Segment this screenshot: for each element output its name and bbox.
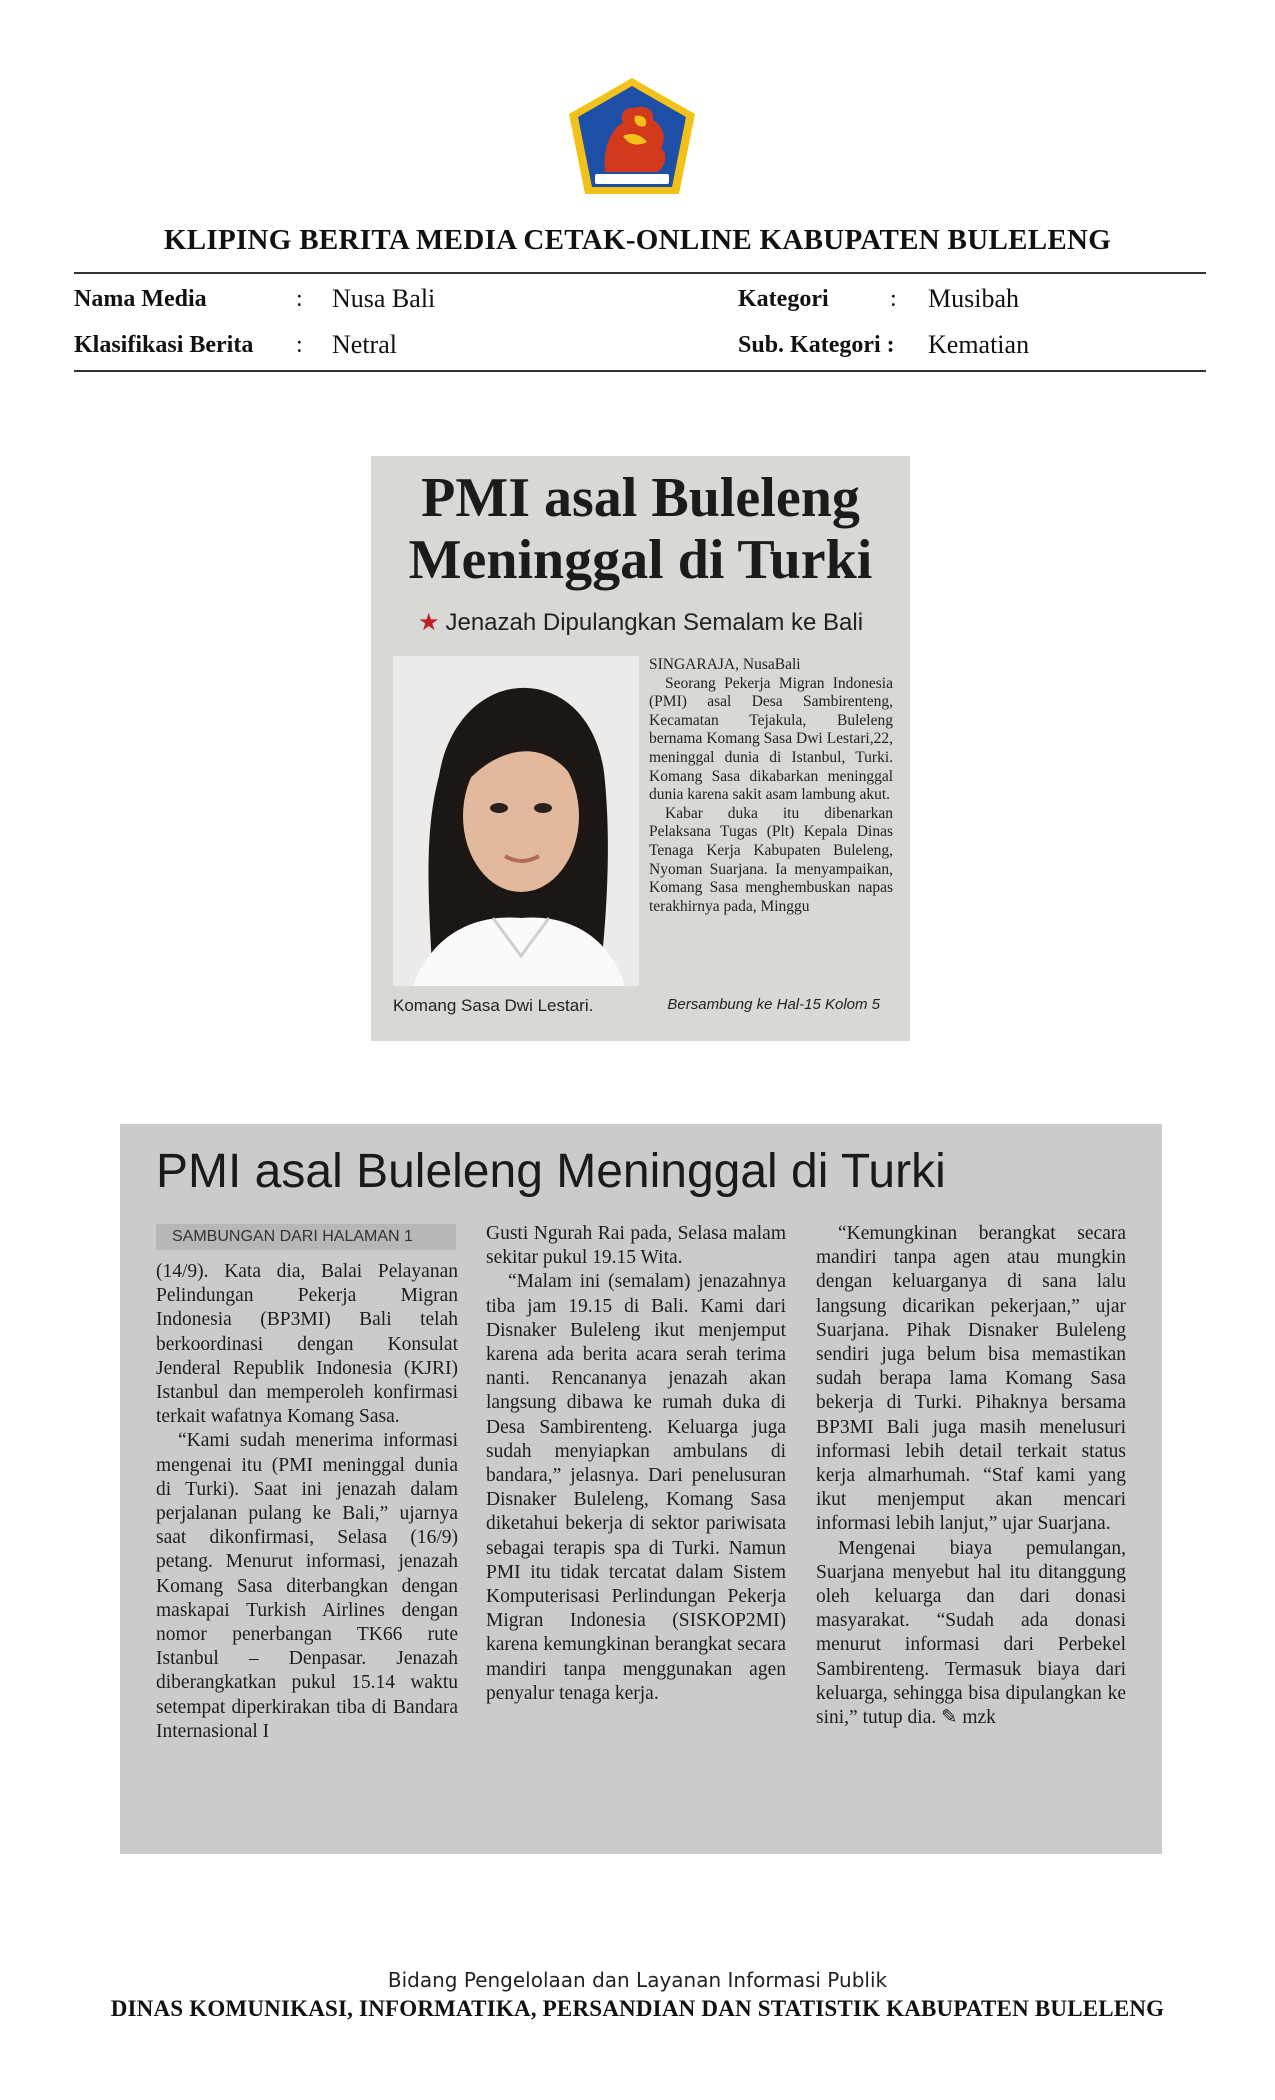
kategori-value: Musibah bbox=[928, 284, 1019, 313]
separator: : bbox=[890, 286, 897, 312]
paragraph: Mengenai biaya pemulangan, Suarjana menyebut hal itu ditanggung oleh keluarga dan dari donasi masyarakat. “Sudah ada donasi menurut informasi dari Perbekel Sambirenteng. Termasuk biaya dari keluarga, sehingga bisa dipulangkan ke sini,” tutup dia. ✎ mzk bbox=[816, 1537, 1126, 1729]
news-clipping-front bbox=[371, 456, 910, 1041]
header-divider-bottom bbox=[74, 370, 1206, 372]
paragraph: Kabar duka itu dibenarkan Pelaksana Tugas (Plt) Kepala Dinas Tenaga Kerja Kabupaten Buleleng, Nyoman Suarjana. Ia menyampaikan, Komang Sasa menghembuskan napas terakhirnya pada, Minggu bbox=[649, 804, 893, 915]
article-column-3 bbox=[816, 1222, 1126, 1730]
klasifikasi-value: Netral bbox=[332, 330, 397, 359]
continued-note: Bersambung ke Hal-15 Kolom 5 bbox=[667, 996, 880, 1013]
clip1-subheadline bbox=[371, 608, 910, 637]
klasifikasi-label: Klasifikasi Berita bbox=[74, 332, 254, 358]
paragraph: Seorang Pekerja Migran Indonesia (PMI) asal Desa Sambirenteng, Kecamatan Tejakula, Buleleng bernama Komang Sasa Dwi Lestari,22, meninggal dunia di Istanbul, Turki. Komang Sasa dikabarkan meninggal dunia karena sakit asam lambung akut. bbox=[649, 674, 893, 804]
metadata-table bbox=[74, 286, 1206, 366]
photo-caption: Komang Sasa Dwi Lestari. bbox=[393, 996, 594, 1015]
separator: : bbox=[296, 332, 303, 358]
clip1-lead-text bbox=[649, 656, 893, 916]
footer-unit: Bidang Pengelolaan dan Layanan Informasi Publik bbox=[387, 1968, 888, 1992]
portrait-photo bbox=[393, 656, 639, 986]
paragraph: “Kami sudah menerima informasi mengenai itu (PMI meninggal dunia di Turki). Saat ini jenazah dalam perjalanan pulang ke Bali,” ujarnya saat dikonfirmasi, Selasa (16/9) petang. Menurut informasi, jenazah Komang Sasa diterbangkan dengan maskapai Turkish Airlines dengan nomor penerbangan TK66 rute Istanbul – Denpasar. Jenazah diberangkatkan pukul 15.14 waktu setempat diperkirakan tiba di Bandara Internasional I bbox=[156, 1430, 458, 1742]
clip1-subheadline-text: Jenazah Dipulangkan Semalam ke Bali bbox=[445, 609, 864, 636]
government-logo bbox=[565, 76, 699, 198]
article-column-1 bbox=[156, 1260, 458, 1744]
news-clipping-continuation bbox=[120, 1124, 1162, 1854]
subkategori-label: Sub. Kategori : bbox=[738, 332, 895, 358]
kategori-label: Kategori bbox=[738, 286, 829, 312]
paragraph: “Malam ini (semalam) jenazahnya tiba jam 19.15 di Bali. Kami dari Disnaker Buleleng ikut menjemput karena ada berita acara serah terima nanti. Rencananya jenazah akan langsung dibawa ke rumah duka di Desa Sambirenteng. Keluarga juga sudah menyiapkan ambulans di bandara,” jelasnya. Dari penelusuran Disnaker Buleleng, Komang Sasa diketahui bekerja di sektor pariwisata sebagai terapis spa di Turki. Namun PMI itu tidak tercatat dalam Sistem Komputerisasi Perlindungan Pekerja Migran Indonesia (SISKOP2MI) karena kemungkinan berangkat secara mandiri tanpa menggunakan agen penyalur tenaga kerja. bbox=[486, 1271, 786, 1704]
subkategori-value: Kematian bbox=[928, 330, 1030, 359]
header-divider-top bbox=[74, 272, 1206, 274]
paragraph: (14/9). Kata dia, Balai Pelayanan Pelindungan Pekerja Migran Indonesia (BP3MI) Bali telah berkoordinasi dengan Konsulat Jenderal Republik Indonesia (KJRI) Istanbul dan memperoleh konfirmasi terkait wafatnya Komang Sasa. bbox=[156, 1261, 458, 1428]
clip1-headline-line1: PMI asal Buleleng bbox=[421, 467, 860, 529]
article-column-2 bbox=[486, 1222, 786, 1706]
continued-from-tag: SAMBUNGAN DARI HALAMAN 1 bbox=[156, 1224, 456, 1250]
star-icon: ★ bbox=[417, 609, 440, 636]
paragraph: Gusti Ngurah Rai pada, Selasa malam sekitar pukul 19.15 Wita. bbox=[486, 1223, 786, 1269]
nama-media-value: Nusa Bali bbox=[332, 284, 436, 313]
paragraph: SINGARAJA, NusaBali bbox=[649, 656, 801, 673]
separator: : bbox=[296, 286, 303, 312]
footer-agency: DINAS KOMUNIKASI, INFORMATIKA, PERSANDIAN DAN STATISTIK KABUPATEN BULELENG bbox=[110, 1996, 1165, 2021]
clip1-headline-line2: Meninggal di Turki bbox=[408, 529, 873, 591]
paragraph: “Kemungkinan berangkat secara mandiri tanpa agen atau mungkin dengan keluarganya di sana lalu langsung dicarikan pekerjaan,” ujar Suarjana. Pihak Disnaker Buleleng sendiri juga belum bisa memastikan sudah berapa lama Komang Sasa bekerja di Turki. Pihaknya bersama BP3MI Bali juga masih menelusuri informasi lebih detail terkait status kerja almarhumah. “Staf kami yang ikut menjemput akan mencari informasi lebih lanjut,” ujar Suarjana. bbox=[816, 1223, 1126, 1535]
clip2-headline: PMI asal Buleleng Meninggal di Turki bbox=[156, 1145, 946, 1198]
document-title: KLIPING BERITA MEDIA CETAK-ONLINE KABUPATEN BULELENG bbox=[163, 224, 1112, 256]
nama-media-label: Nama Media bbox=[74, 286, 207, 312]
